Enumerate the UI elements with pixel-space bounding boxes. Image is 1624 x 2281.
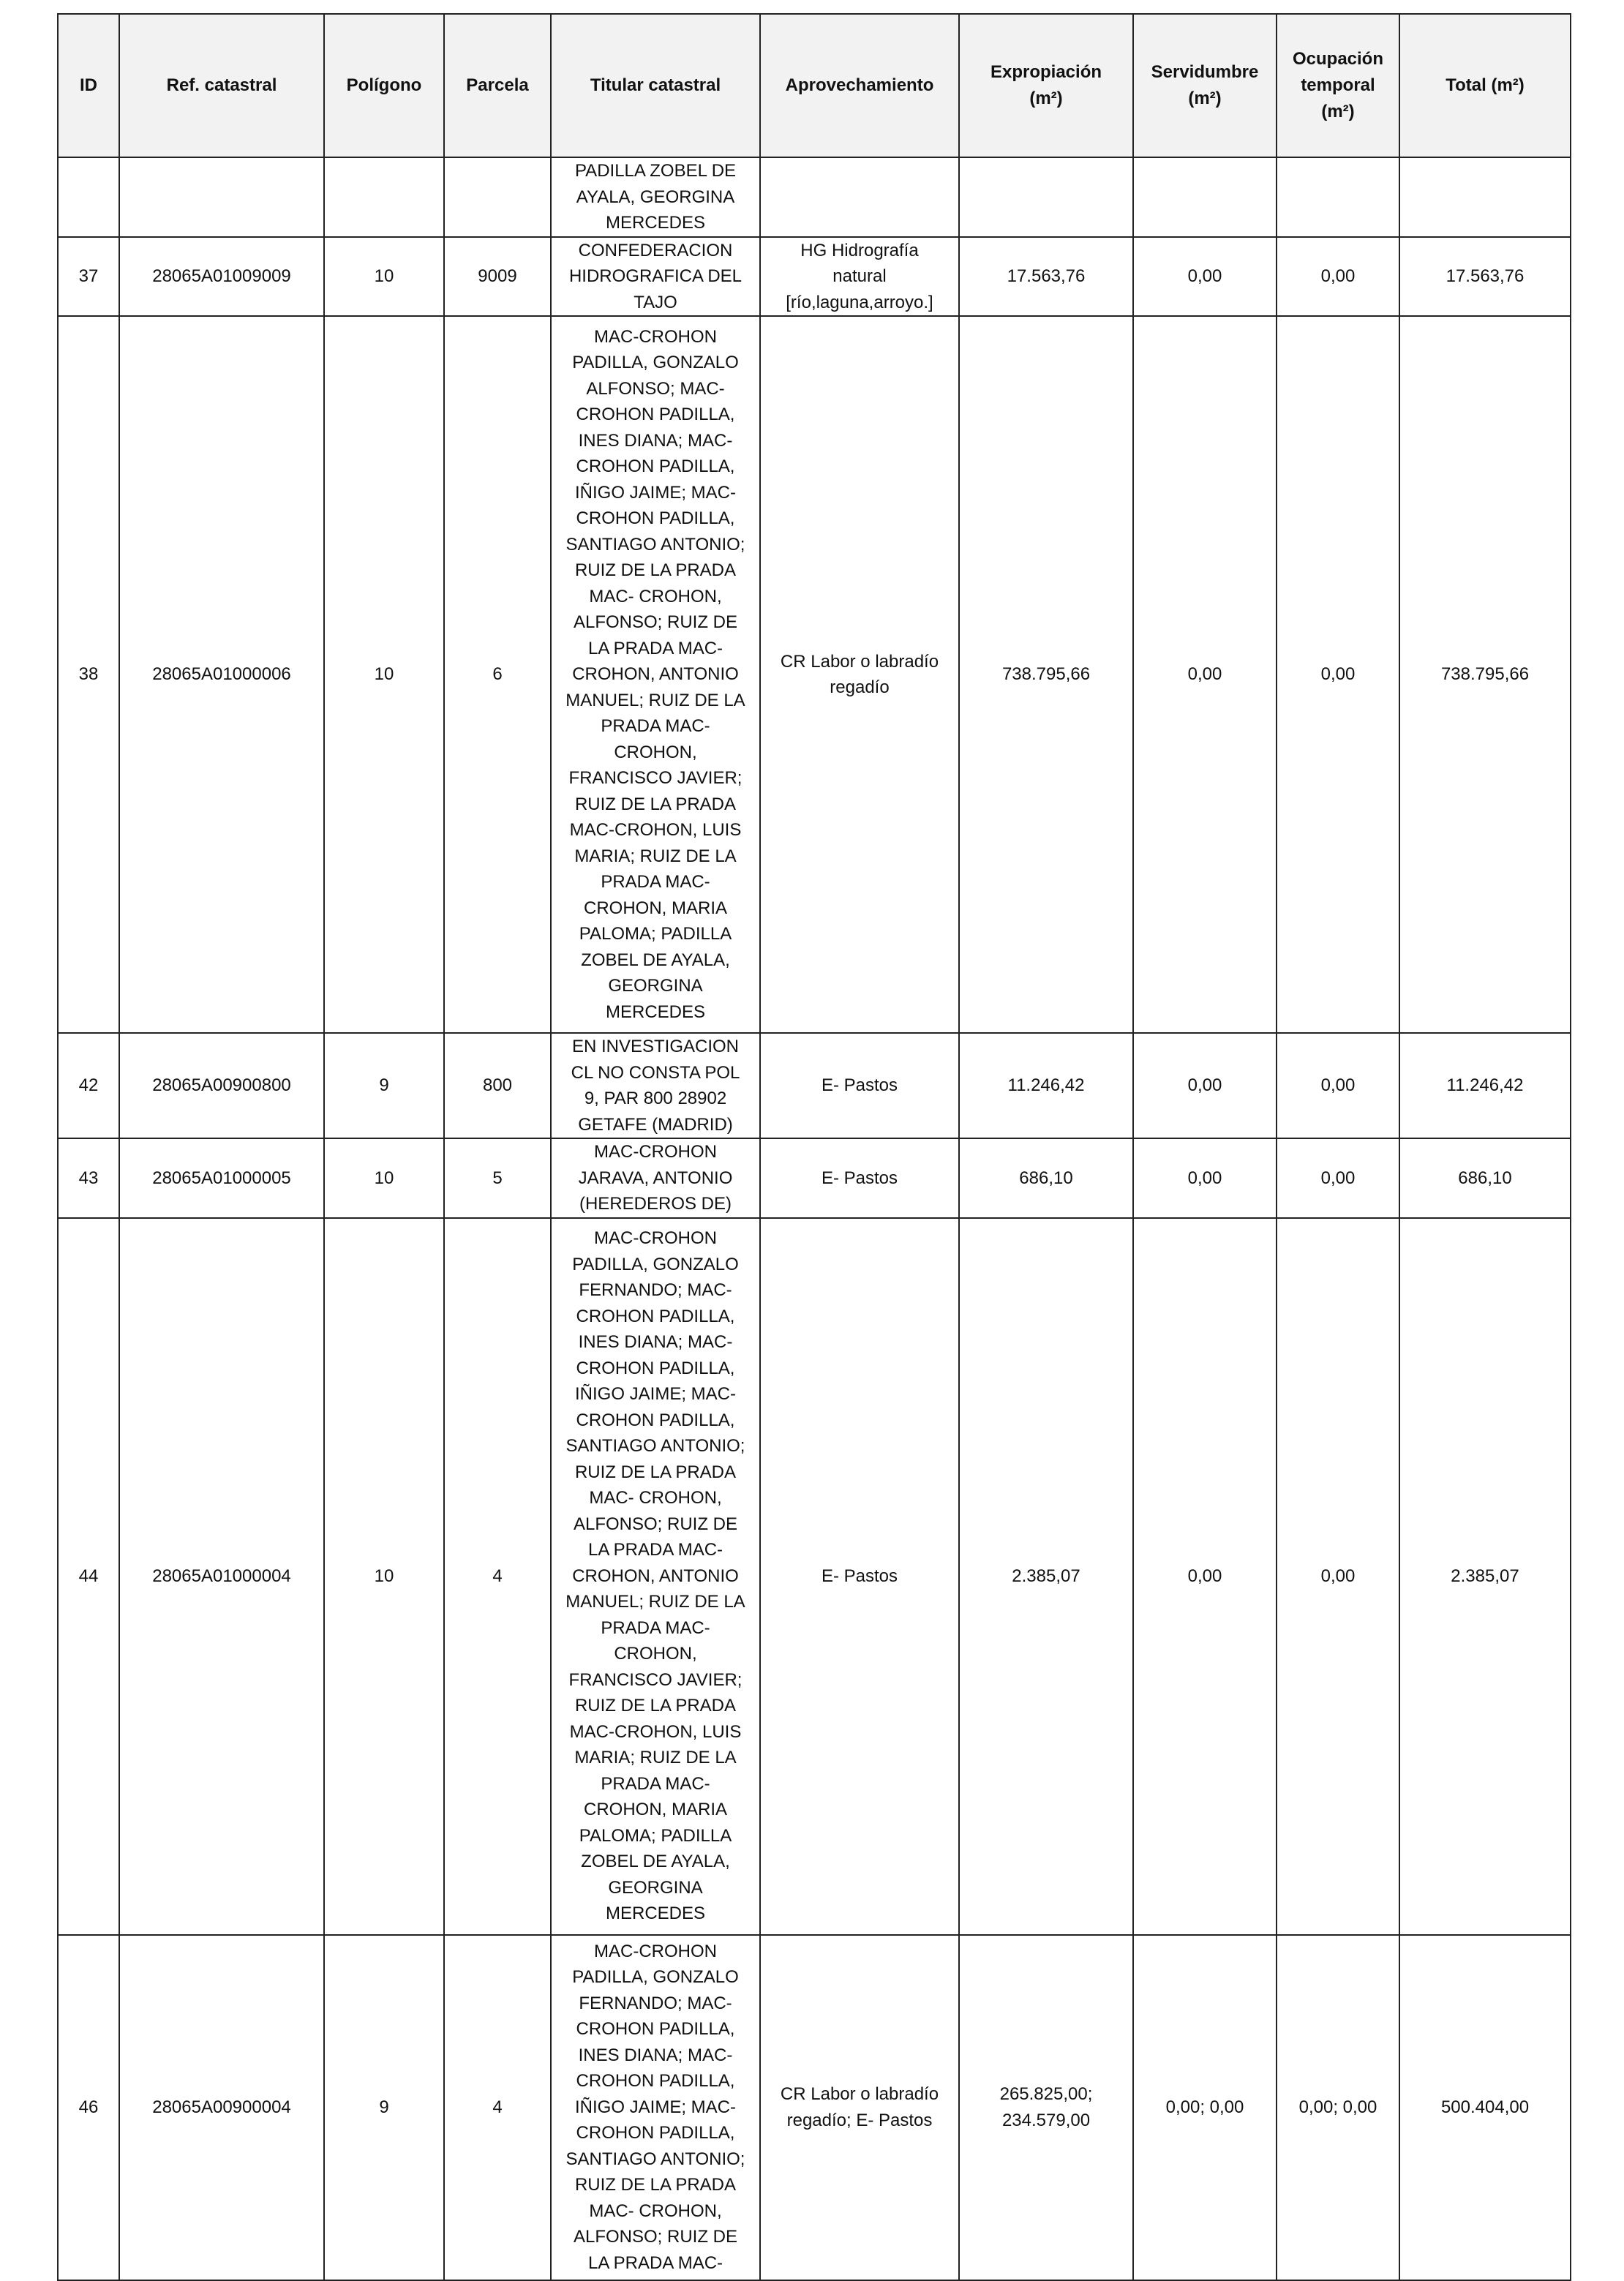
cell-ref-catastral: 28065A01000004 [119,1218,324,1935]
cell-expropiacion: 17.563,76 [959,237,1133,317]
cell-titular: MAC-CROHON JARAVA, ANTONIO (HEREDEROS DE) [551,1138,760,1218]
cell-id: 44 [58,1218,119,1935]
table-row [58,316,1571,1033]
cell-poligono: 10 [324,316,444,1033]
cell-titular: MAC-CROHON PADILLA, GONZALO ALFONSO; MAC- CROHON PADILLA, INES DIANA; MAC- CROHON PADILLA, IÑIGO JAIME; MAC- CROHON PADILLA, SANTIAGO ANTONIO; RUIZ DE LA PRADA MAC- CROHON, ALFONSO; RUIZ DE LA PRADA MAC- CROHON, ANTONIO MANUEL; RUIZ DE LA PRADA MAC- CROHON, FRANCISCO JAVIER; RUIZ DE LA PRADA MAC-CROHON, LUIS MARIA; RUIZ DE LA PRADA MAC- CROHON, MARIA PALOMA; PADILLA ZOBEL DE AYALA, GEORGINA MERCEDES [551,316,760,1033]
cell-parcela: 4 [444,1218,551,1935]
cell-expropiacion: 738.795,66 [959,316,1133,1033]
header-servidumbre: Servidumbre (m²) [1133,14,1277,157]
header-aprovechamiento: Aprovechamiento [760,14,959,157]
header-row [58,14,1571,157]
cell-ocupacion-temporal: 0,00; 0,00 [1277,1935,1399,2280]
cell-id: 37 [58,237,119,317]
cell-ref-catastral: 28065A01000006 [119,316,324,1033]
cell-ocupacion-temporal: 0,00 [1277,316,1399,1033]
cell-expropiacion: 686,10 [959,1138,1133,1218]
cell-ocupacion-temporal: 0,00 [1277,1218,1399,1935]
table-row [58,1935,1571,2280]
table-header [58,14,1571,157]
cell-expropiacion [959,157,1133,237]
cell-ref-catastral: 28065A01000005 [119,1138,324,1218]
cell-ref-catastral: 28065A01009009 [119,237,324,317]
cell-titular: EN INVESTIGACION CL NO CONSTA POL 9, PAR 800 28902 GETAFE (MADRID) [551,1033,760,1138]
cell-id: 42 [58,1033,119,1138]
header-poligono: Polígono [324,14,444,157]
cell-ocupacion-temporal: 0,00 [1277,1138,1399,1218]
cell-ocupacion-temporal: 0,00 [1277,1033,1399,1138]
cell-servidumbre: 0,00 [1133,237,1277,317]
cell-total [1399,157,1571,237]
cell-poligono [324,157,444,237]
cell-poligono: 9 [324,1033,444,1138]
cell-titular: PADILLA ZOBEL DE AYALA, GEORGINA MERCEDES [551,157,760,237]
cell-servidumbre: 0,00 [1133,316,1277,1033]
cell-total: 500.404,00 [1399,1935,1571,2280]
table-row [58,157,1571,237]
cell-aprovechamiento: CR Labor o labradío regadío; E- Pastos [760,1935,959,2280]
cell-parcela [444,157,551,237]
cell-aprovechamiento: E- Pastos [760,1218,959,1935]
cell-total: 2.385,07 [1399,1218,1571,1935]
cell-ocupacion-temporal [1277,157,1399,237]
cell-titular: MAC-CROHON PADILLA, GONZALO FERNANDO; MAC- CROHON PADILLA, INES DIANA; MAC- CROHON PADILLA, IÑIGO JAIME; MAC- CROHON PADILLA, SANTIAGO ANTONIO; RUIZ DE LA PRADA MAC- CROHON, ALFONSO; RUIZ DE LA PRADA MAC- CROHON, ANTONIO MANUEL; RUIZ DE LA PRADA MAC- CROHON, FRANCISCO JAVIER; RUIZ DE LA PRADA MAC-CROHON, LUIS MARIA; RUIZ DE LA PRADA MAC- CROHON, MARIA PALOMA; PADILLA ZOBEL DE AYALA, GEORGINA MERCEDES [551,1218,760,1935]
cell-servidumbre: 0,00 [1133,1138,1277,1218]
table-row [58,1218,1571,1935]
header-titular: Titular catastral [551,14,760,157]
cell-aprovechamiento: CR Labor o labradío regadío [760,316,959,1033]
cell-aprovechamiento: E- Pastos [760,1138,959,1218]
header-ref-catastral: Ref. catastral [119,14,324,157]
header-ocupacion-temporal: Ocupación temporal (m²) [1277,14,1399,157]
cell-poligono: 10 [324,237,444,317]
cell-aprovechamiento: E- Pastos [760,1033,959,1138]
cell-titular: CONFEDERACION HIDROGRAFICA DEL TAJO [551,237,760,317]
cell-expropiacion: 11.246,42 [959,1033,1133,1138]
cell-parcela: 4 [444,1935,551,2280]
table-row [58,237,1571,317]
cell-poligono: 10 [324,1138,444,1218]
cell-total: 686,10 [1399,1138,1571,1218]
cell-ref-catastral [119,157,324,237]
cell-ocupacion-temporal: 0,00 [1277,237,1399,317]
cell-total: 738.795,66 [1399,316,1571,1033]
table-row [58,1033,1571,1138]
cell-parcela: 5 [444,1138,551,1218]
cell-parcela: 6 [444,316,551,1033]
cell-parcela: 800 [444,1033,551,1138]
cell-poligono: 9 [324,1935,444,2280]
cell-expropiacion: 2.385,07 [959,1218,1133,1935]
cell-id: 38 [58,316,119,1033]
cell-expropiacion: 265.825,00; 234.579,00 [959,1935,1133,2280]
cell-servidumbre [1133,157,1277,237]
table-row [58,1138,1571,1218]
cell-servidumbre: 0,00 [1133,1218,1277,1935]
header-expropiacion: Expropiación (m²) [959,14,1133,157]
cell-servidumbre: 0,00 [1133,1033,1277,1138]
parcel-table [57,13,1571,2281]
cell-id: 46 [58,1935,119,2280]
cell-servidumbre: 0,00; 0,00 [1133,1935,1277,2280]
cell-ref-catastral: 28065A00900800 [119,1033,324,1138]
cell-total: 11.246,42 [1399,1033,1571,1138]
cell-titular: MAC-CROHON PADILLA, GONZALO FERNANDO; MAC- CROHON PADILLA, INES DIANA; MAC- CROHON PADILLA, IÑIGO JAIME; MAC- CROHON PADILLA, SANTIAGO ANTONIO; RUIZ DE LA PRADA MAC- CROHON, ALFONSO; RUIZ DE LA PRADA MAC- [551,1935,760,2280]
cell-poligono: 10 [324,1218,444,1935]
table-body [58,157,1571,2280]
cell-aprovechamiento [760,157,959,237]
cell-id: 43 [58,1138,119,1218]
cell-aprovechamiento: HG Hidrografía natural [río,laguna,arroyo.] [760,237,959,317]
header-id: ID [58,14,119,157]
cell-parcela: 9009 [444,237,551,317]
cell-id [58,157,119,237]
cell-total: 17.563,76 [1399,237,1571,317]
header-parcela: Parcela [444,14,551,157]
cell-ref-catastral: 28065A00900004 [119,1935,324,2280]
header-total: Total (m²) [1399,14,1571,157]
